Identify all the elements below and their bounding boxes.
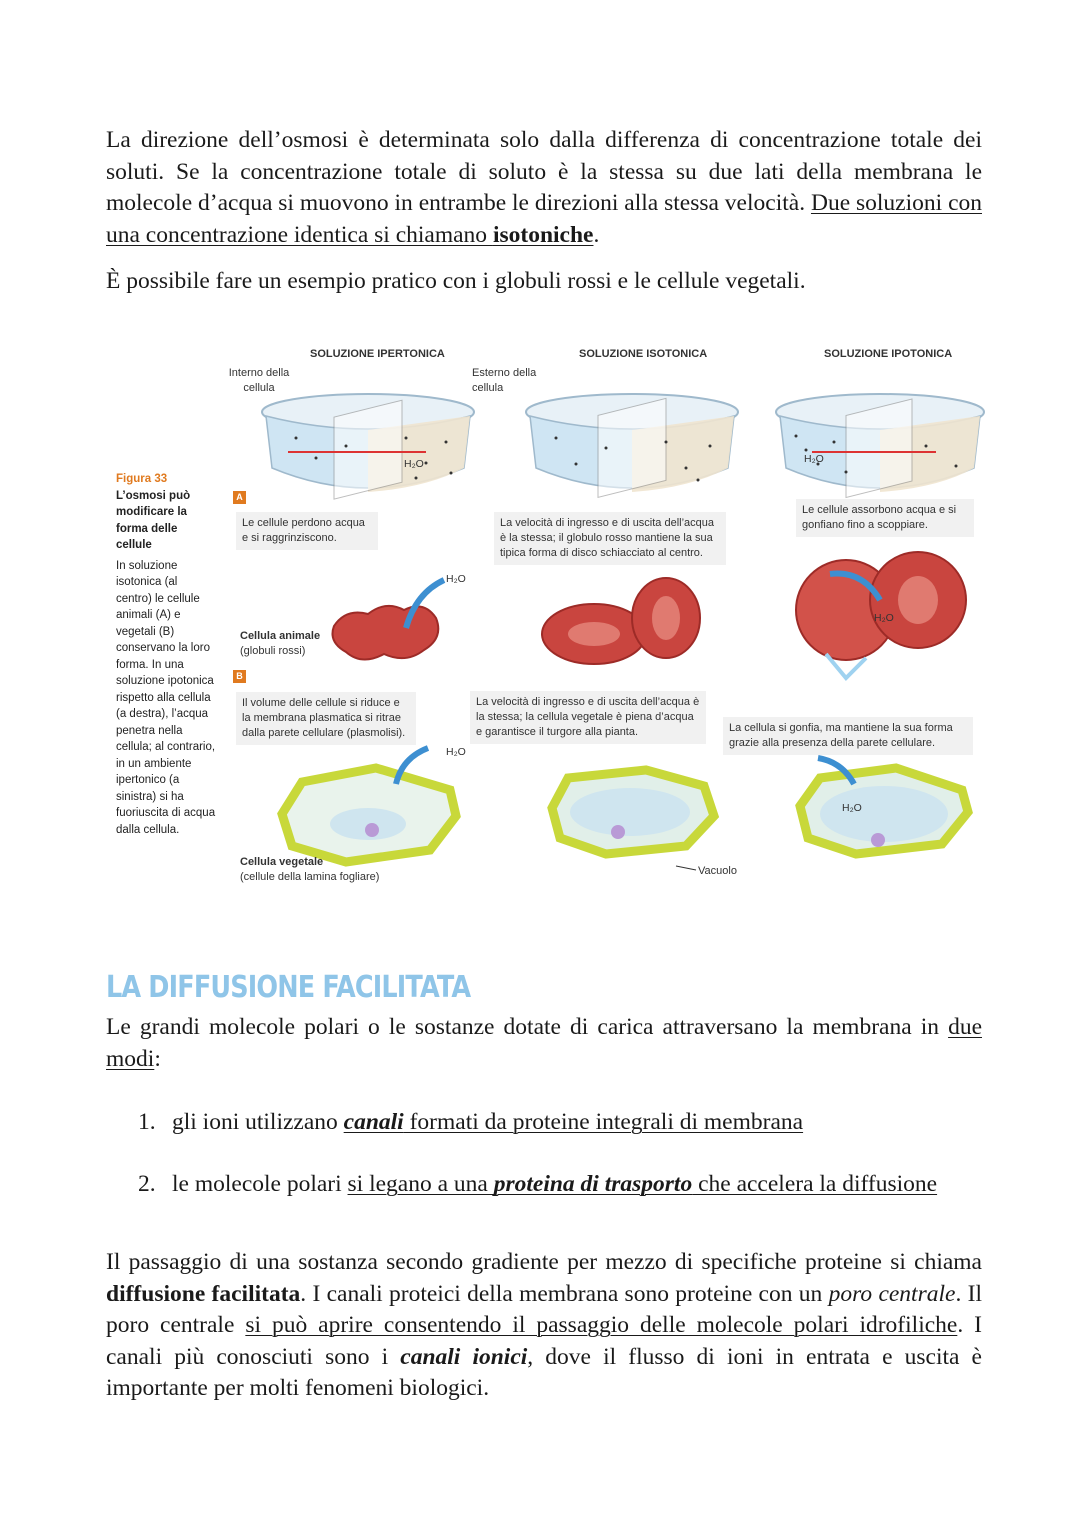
list-1-pre: gli ioni utilizzano [172, 1109, 344, 1135]
h2o-label-beaker1: H₂O [404, 458, 424, 470]
p2-b: . I canali proteici della membrana sono proteine con un [300, 1280, 829, 1307]
term-diffusione-facilitata: diffusione facilitata [106, 1280, 301, 1307]
h2o-label-plant: H₂O [446, 746, 466, 758]
term-canali: canali [343, 1109, 404, 1135]
outside-label: Esterno della cellula [472, 367, 537, 394]
list-item-1 [138, 1107, 803, 1139]
p2-a: Il passaggio di una sostanza secondo gradiente per mezzo di specifiche proteine si chiama [106, 1249, 982, 1275]
box-plant-hypotonic: La cellula si gonfia, ma mantiene la sua forma grazie alla presenza della parete cellulare. [723, 717, 973, 755]
animal-cell-label-bold: Cellula animale [240, 630, 321, 642]
caption-heading: L’osmosi può modificare la forma delle cellule [116, 489, 191, 551]
osmosis-figure [106, 338, 986, 908]
plant-cell-label-sub: (cellule della lamina fogliare) [240, 871, 380, 883]
list-2-post: che accelera la diffusione [692, 1171, 938, 1197]
list-num-2: 2. [138, 1171, 156, 1197]
section-title: LA DIFFUSIONE FACILITATA [106, 970, 471, 1005]
header-hypertonic: SOLUZIONE IPERTONICA [310, 348, 445, 360]
list-1-post: formati da proteine integrali di membrana [403, 1109, 804, 1135]
list-2-pre: le molecole polari [172, 1171, 348, 1197]
intro-paragraph [106, 125, 982, 251]
caption-title: Figura 33 [116, 473, 168, 485]
plant-cell-label [240, 855, 379, 885]
beaker-isotonic [526, 394, 738, 497]
section-paragraph-1 [106, 1012, 982, 1075]
caption-body: In soluzione isotonica (al centro) le cellule animali (A) e vegetali (B) conservano la loro forma. In una soluzione ipotonica rispetto alla cellula (a destra), l’acqua penetra nella cellula; al contrario, in un ambiente ipertonico (a sinistra) si ha fuoriuscita di acqua dalla cellula. [116, 559, 216, 836]
box-animal-hypotonic: Le cellule assorbono acqua e si gonfiano fino a scoppiare. [796, 499, 974, 537]
h2o-label-plant-hypo: H₂O [842, 802, 862, 814]
section-p1-text: Le grandi molecole polari o le sostanze dotate di carica attraversano la membrana in [106, 1014, 949, 1040]
term-poro-centrale: poro centrale [828, 1280, 956, 1307]
term-canali-ionici: canali ionici [400, 1343, 528, 1370]
animal-cell-label-sub: (globuli rossi) [240, 645, 306, 657]
red-blood-cells [333, 552, 967, 678]
intro-end: . [593, 221, 600, 248]
term-isotoniche: isotoniche [492, 221, 594, 248]
osmosis-diagram [106, 338, 986, 908]
beaker-hypertonic [262, 394, 474, 499]
header-isotonic: SOLUZIONE ISOTONICA [579, 348, 708, 360]
h2o-label-animal-hypo: H₂O [874, 612, 894, 624]
tag-a: A [233, 491, 246, 504]
example-paragraph: È possibile fare un esempio pratico con i globuli rossi e le cellule vegetali. [106, 268, 806, 294]
section-paragraph-2 [106, 1247, 982, 1405]
box-animal-isotonic: La velocità di ingresso e di uscita dell’acqua è la stessa; il globulo rosso mantiene la sua tipica forma di disco schiacciato al centro. [494, 512, 726, 565]
section-p1-underlined: due modi [106, 1014, 982, 1072]
list-item-2 [138, 1169, 937, 1201]
box-plant-isotonic: La velocità di ingresso e di uscita dell’acqua è la stessa; la cellula vegetale è piena d’acqua e garantisce il turgore alla pianta. [470, 691, 706, 744]
term-proteina-trasporto: proteina di trasporto [493, 1171, 693, 1197]
h2o-label-animal: H₂O [446, 573, 466, 585]
plant-cells [282, 748, 968, 870]
intro-text: La direzione dell’osmosi è determinata solo dalla differenza di concentrazione totale dei soluti. Se la concentrazione totale di soluto è la stessa su due lati della membrana le molecole d’acqua si muovono in entrambe le direzioni alla stessa velocità. [106, 127, 982, 216]
h2o-label-beaker3: H₂O [804, 453, 824, 465]
tag-b: B [233, 670, 246, 683]
list-2-underlined: si legano a una [347, 1171, 494, 1197]
inside-label: Interno della cellula [228, 367, 290, 394]
box-animal-hypertonic: Le cellule perdono acqua e si raggrinziscono. [236, 512, 378, 550]
p2-d: . I canali più conosciuti sono i [106, 1312, 982, 1370]
vacuole-label: Vacuolo [698, 865, 737, 877]
section-p1-end: : [154, 1045, 161, 1072]
list-num-1: 1. [138, 1109, 156, 1135]
p2-e: , dove il flusso di ioni in entrata e uscita è importante per molti fenomeni biologici. [106, 1343, 982, 1401]
animal-cell-label [240, 629, 320, 659]
header-hypotonic: SOLUZIONE IPOTONICA [824, 348, 953, 360]
p2-c: . Il poro centrale [106, 1280, 982, 1338]
p2-underlined: si può aprire consentendo il passaggio delle molecole polari idrofiliche [245, 1312, 958, 1338]
intro-underlined: Due soluzioni con una concentrazione identica si chiamano [106, 190, 982, 248]
plant-cell-label-bold: Cellula vegetale [240, 856, 324, 868]
box-plant-hypertonic: Il volume delle cellule si riduce e la membrana plasmatica si ritrae dalla parete cellulare (plasmolisi). [236, 692, 416, 745]
beaker-hypotonic [776, 394, 984, 497]
